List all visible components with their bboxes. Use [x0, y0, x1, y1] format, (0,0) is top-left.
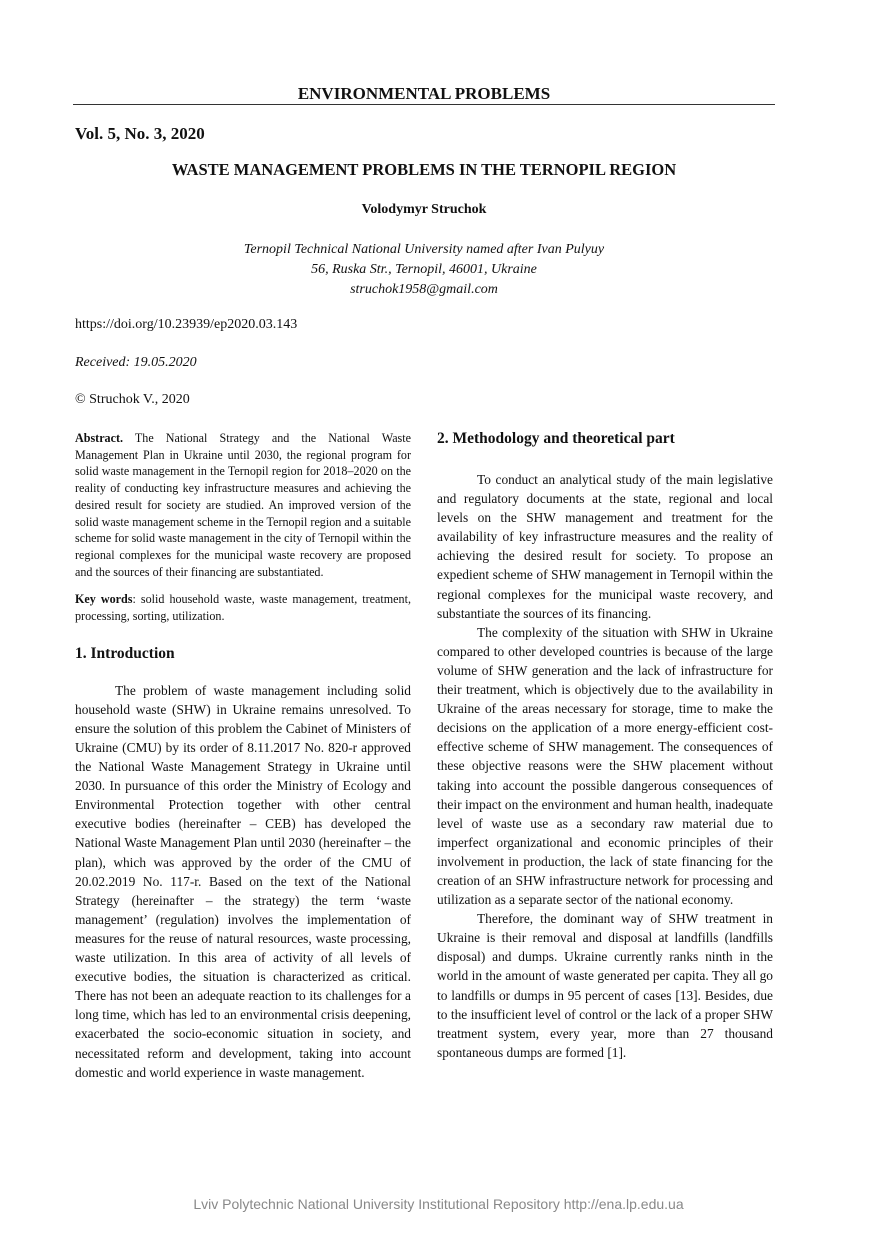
left-column [75, 430, 411, 1082]
header-divider [73, 104, 775, 105]
doi-link[interactable]: https://doi.org/10.23939/ep2020.03.143 [75, 317, 298, 332]
section-heading-introduction: 1. Introduction [75, 644, 175, 662]
author-name: Volodymyr Struchok [361, 202, 487, 217]
copyright-notice: © Struchok V., 2020 [75, 392, 190, 407]
section-heading-methodology: 2. Methodology and theoretical part [437, 430, 675, 447]
article-title: WASTE MANAGEMENT PROBLEMS IN THE TERNOPIL REGION [171, 160, 677, 179]
affiliation-address: 56, Ruska Str., Ternopil, 46001, Ukraine [311, 262, 537, 277]
introduction-paragraph: The problem of waste management including solid household waste (SHW) in Ukraine remains unresolved. To ensure the solution of this problem the Cabinet of Ministers of Ukraine (CMU) by its order of 8.11.2017 No. 820-r approved the National Waste Management Strategy in Ukraine until 2030. In pursuance of this order the Ministry of Ecology and Environmental Protection together with other central executive bodies (hereinafter – CEB) has developed the National Waste Management Plan until 2030 (hereinafter – the plan), which was approved by the order of the CMU of 20.02.2019 No. 117-r. Based on the text of the National Strategy (hereinafter – the strategy) the term ‘waste management’ (regulation) involves the implementation of measures for the reuse of natural resources, waste processing, waste utilization. In this area of activity of all levels of executive bodies, the situation is characterized as critical. There has not been an adequate reaction to its challenges for a long time, which has led to an environmental crisis deepening, exacerbated the socio-economic situation in society, and necessitated reform and development, taking into account domestic and world experience in waste management. [75, 682, 411, 1080]
abstract-text: The National Strategy and the National Waste Management Plan in Ukraine until 2030, the regional program for solid waste management in the Ternopil region for 2018–2020 on the reality of conducting key infrastructure measures and achieving the desired result for society are studied. An improved version of the solid waste management scheme in the Ternopil region and a suitable scheme for solid waste management in the city of Ternopil within the regional complexes for the municipal waste recovery are proposed and the sources of their financing are substantiated. [75, 431, 411, 579]
keywords-text: : solid household waste, waste management, treatment, processing, sorting, utilization. [75, 592, 411, 624]
right-column [437, 430, 773, 1062]
methodology-paragraph: The complexity of the situation with SHW in Ukraine compared to other developed countries is because of the large volume of SHW generation and the lack of infrastructure for their treatment, which is objectively due to the availability in Ukraine of the areas necessary for storage, time to make the decisions on the application of a more energy-efficient cost-effective scheme of SHW management. The consequences of these objective reasons were the SHW placement without taking into account the possible dangerous consequences of their impact on the environment and human health, inadequate level of waste use as a secondary raw material due to imperfect organizational and economic principles of their involvement in production, the lack of state financing for the creation of an SHW infrastructure network for processing and utilization as a separate sector of the national economy. [437, 624, 773, 908]
journal-section-header: ENVIRONMENTAL PROBLEMS [297, 84, 551, 103]
keywords-label: Key words [75, 592, 133, 607]
repository-footer: Lviv Polytechnic National University Institutional Repository http://ena.lp.edu.ua [193, 1196, 684, 1212]
affiliation-institution: Ternopil Technical National University named after Ivan Pulyuy [243, 242, 605, 257]
affiliation-block [73, 240, 775, 300]
volume-issue: Vol. 5, No. 3, 2020 [75, 124, 205, 143]
author-email[interactable]: struchok1958@gmail.com [350, 282, 498, 297]
methodology-paragraph: Therefore, the dominant way of SHW treatment in Ukraine is their removal and disposal at landfills (landfills disposal) and dumps. Ukraine currently ranks ninth in the world in the amount of waste generated per capita. They all go to landfills or dumps in 95 percent of cases [13]. Besides, due to the insufficient level of control or the lack of a proper SHW treatment system, every year, more than 27 thousand spontaneous dumps are formed [1]. [437, 911, 773, 1060]
keywords [75, 591, 411, 624]
methodology-paragraph: To conduct an analytical study of the main legislative and regulatory documents at the state, regional and local levels on the SHW management and treatment for the availability of key infrastructure measures and the reality of achieving the desired result for society. To propose an expedient scheme of SHW management in Ternopil within the regional complexes for the municipal waste recovery, and substantiate the sources of its financing. [437, 472, 773, 621]
received-date: Received: 19.05.2020 [75, 355, 197, 370]
abstract [75, 430, 411, 580]
abstract-label: Abstract. [75, 431, 124, 445]
